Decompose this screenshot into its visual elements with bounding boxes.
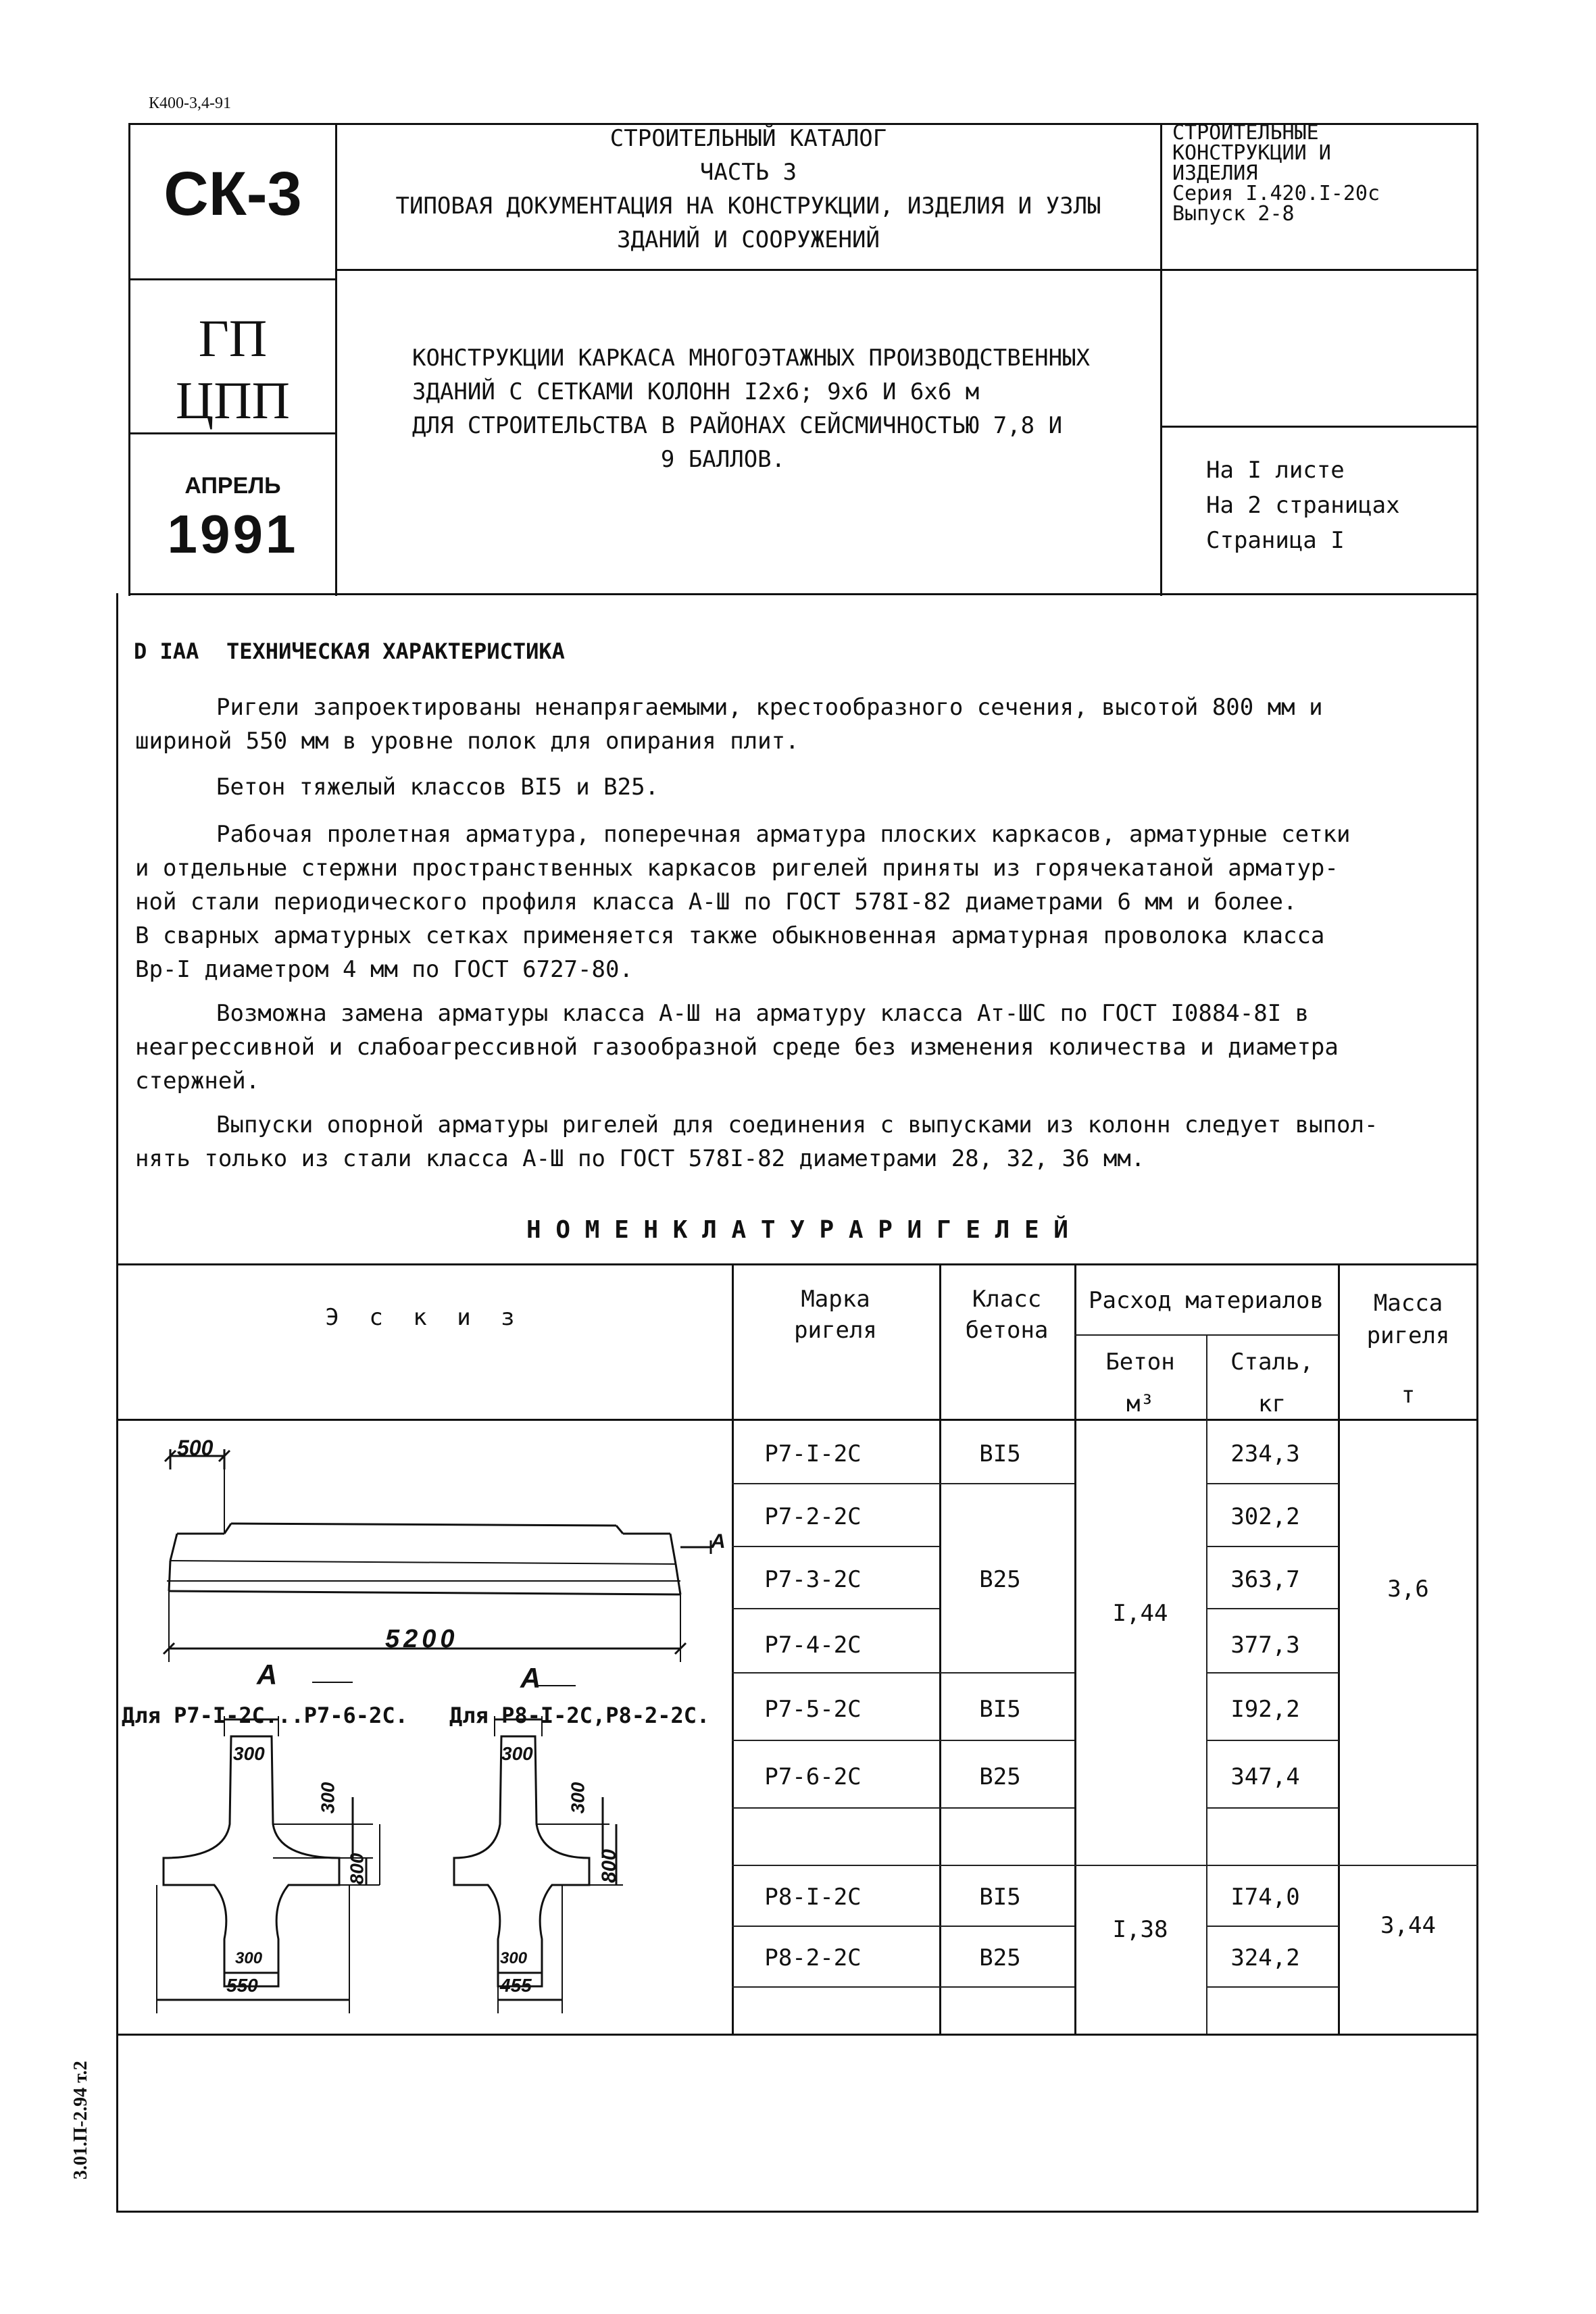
row-class: B25 [979, 1763, 1021, 1790]
series-line: ИЗДЕЛИЯ [1172, 161, 1258, 185]
group1-mass: 3,6 [1387, 1576, 1429, 1603]
dim-5200: 5200 [385, 1625, 459, 1653]
row-mark: Р7-6-2С [764, 1763, 862, 1790]
caption-left: Для Р7-I-2С...Р7-6-2С. [122, 1703, 408, 1728]
paragraph-line: ной стали периодического профиля класса А-Ш по ГОСТ 578I-82 диаметрами 6 мм и более. [135, 888, 1297, 915]
dim-800-left: 800 [346, 1853, 368, 1885]
paragraph-line: неагрессивной и слабоагрессивной газообразной среде без изменения количества и диаметра [135, 1034, 1339, 1061]
row-mark: Р7-5-2С [764, 1696, 862, 1723]
paragraph [135, 690, 1432, 758]
paragraph-line: шириной 550 мм в уровне полок для опирания плит. [135, 728, 799, 755]
row-class: B25 [979, 1944, 1021, 1971]
section-mark-right: А [711, 1530, 726, 1553]
caption-right: Для Р8-I-2С,Р8-2-2С. [449, 1703, 710, 1728]
row-steel: 234,3 [1230, 1440, 1300, 1467]
top-code: К400-3,4-91 [149, 95, 231, 112]
paragraph-line: стержней. [135, 1067, 260, 1095]
paragraph-line: и отдельные стержни пространственных каркасов ригелей приняты из горячекатаной арматур- [135, 855, 1339, 882]
row-mark: Р7-3-2С [764, 1566, 862, 1593]
header-steel [1206, 1341, 1338, 1425]
org-line: ЦПП [176, 371, 290, 430]
row-class: BI5 [979, 1884, 1021, 1911]
catalog-title-line: ТИПОВАЯ ДОКУМЕНТАЦИЯ НА КОНСТРУКЦИИ, ИЗДЕЛИЯ И УЗЛЫ [395, 193, 1101, 220]
section-mark-center: А [520, 1662, 541, 1694]
header-class-line: бетона [965, 1317, 1049, 1344]
table-title: Н О М Е Н К Л А Т У Р А Р И Г Е Л Е Й [526, 1216, 1068, 1244]
section-code: D IAA [134, 638, 199, 664]
paragraph [135, 1108, 1460, 1176]
dim-300-bottom-right: 300 [500, 1949, 528, 1967]
row-steel: 324,2 [1230, 1944, 1300, 1971]
group2-concrete: I,38 [1112, 1916, 1168, 1943]
paragraph [216, 770, 1432, 804]
row-steel: 302,2 [1230, 1503, 1300, 1530]
doc-title-line: ЗДАНИЙ С СЕТКАМИ КОЛОНН I2х6; 9х6 И 6х6 м [412, 378, 980, 405]
series-line: КОНСТРУКЦИИ И [1172, 141, 1331, 165]
row-mark: Р8-2-2С [764, 1944, 862, 1971]
catalog-code: СК-3 [164, 159, 302, 228]
row-steel: 347,4 [1230, 1763, 1300, 1790]
header-concrete-line: м³ [1126, 1390, 1154, 1417]
row-mark: Р7-2-2С [764, 1503, 862, 1530]
dim-300-bottom-left: 300 [235, 1949, 263, 1967]
sheets-line: На I листе [1206, 457, 1345, 484]
sheets-info [1206, 453, 1400, 558]
header-concrete [1074, 1341, 1206, 1425]
section-title: ТЕХНИЧЕСКАЯ ХАРАКТЕРИСТИКА [226, 638, 565, 664]
dim-300-side-right: 300 [567, 1782, 589, 1814]
header-mark-line: Марка [801, 1286, 870, 1313]
series-line: СТРОИТЕЛЬНЫЕ [1172, 121, 1319, 145]
row-class: BI5 [979, 1440, 1021, 1467]
dim-300-top-right: 300 [501, 1743, 533, 1764]
row-steel: I74,0 [1230, 1884, 1300, 1911]
paragraph-line: Возможна замена арматуры класса А-Ш на арматуру класса Ат-ШС по ГОСТ I0884-8I в [216, 1000, 1310, 1027]
catalog-title [338, 122, 1159, 257]
paragraph [135, 997, 1460, 1098]
side-code: 3.01.П-2.94 т.2 [70, 2061, 91, 2180]
header-mass-line: Масса [1373, 1290, 1443, 1317]
paragraph-line: Ригели запроектированы ненапрягаемыми, крестообразного сечения, высотой 800 мм и [216, 694, 1323, 721]
year: 1991 [167, 504, 299, 564]
catalog-title-line: ЧАСТЬ 3 [699, 159, 797, 186]
header-mark [732, 1284, 939, 1346]
paragraph-line: Выпуски опорной арматуры ригелей для соединения с выпусками из колонн следует выпол- [216, 1111, 1378, 1138]
row-steel: I92,2 [1230, 1696, 1300, 1723]
row-mark: Р7-4-2С [764, 1632, 862, 1659]
series-line: Серия I.420.I-20с [1172, 182, 1380, 205]
paragraph-line: Вр-I диаметром 4 мм по ГОСТ 6727-80. [135, 956, 633, 983]
paragraph-line: В сварных арматурных сетках применяется также обыкновенная арматурная проволока класса [135, 922, 1325, 949]
group1-concrete: I,44 [1112, 1600, 1168, 1627]
dim-500: 500 [177, 1436, 214, 1460]
dim-300-side-left: 300 [317, 1782, 339, 1814]
doc-title-line: КОНСТРУКЦИИ КАРКАСА МНОГОЭТАЖНЫХ ПРОИЗВОДСТВЕННЫХ [412, 345, 1091, 372]
section-mark-left: А [257, 1659, 278, 1690]
catalog-title-line: СТРОИТЕЛЬНЫЙ КАТАЛОГ [609, 125, 887, 152]
header-mark-line: ригеля [794, 1317, 877, 1344]
row-steel: 377,3 [1230, 1632, 1300, 1659]
dim-455: 455 [500, 1975, 532, 1996]
header-materials: Расход материалов [1089, 1287, 1324, 1314]
doc-title-line: ДЛЯ СТРОИТЕЛЬСТВА В РАЙОНАХ СЕЙСМИЧНОСТЬЮ 7,8 И [412, 412, 1063, 439]
document-title [412, 341, 1155, 476]
header-mass [1338, 1287, 1478, 1411]
series-line: Выпуск 2-8 [1172, 202, 1295, 226]
org-line: ГП [198, 309, 268, 368]
header-steel-line: Сталь, [1230, 1349, 1314, 1376]
paragraph-line: Бетон тяжелый классов BI5 и B25. [216, 774, 659, 801]
organization [130, 307, 335, 432]
paragraph-line: нять только из стали класса А-Ш по ГОСТ 578I-82 диаметрами 28, 32, 36 мм. [135, 1145, 1145, 1172]
row-class: BI5 [979, 1696, 1021, 1723]
dim-300-top-left: 300 [233, 1743, 265, 1764]
header-class [939, 1284, 1074, 1346]
header-concrete-line: Бетон [1105, 1349, 1175, 1376]
header-mass-line: т [1401, 1382, 1416, 1409]
paragraph-line: Рабочая пролетная арматура, поперечная арматура плоских каркасов, арматурные сетки [216, 821, 1351, 848]
header-steel-line: кг [1258, 1390, 1286, 1417]
sheets-line: Страница I [1206, 527, 1345, 554]
row-steel: 363,7 [1230, 1566, 1300, 1593]
header-mass-line: ригеля [1366, 1322, 1450, 1349]
month: АПРЕЛЬ [184, 473, 281, 499]
catalog-title-line: ЗДАНИЙ И СООРУЖЕНИЙ [617, 226, 880, 253]
paragraph [135, 818, 1460, 986]
row-class: B25 [979, 1566, 1021, 1593]
row-mark: Р8-I-2С [764, 1884, 862, 1911]
sheets-line: На 2 страницах [1206, 492, 1400, 519]
header-sketch: Э с к и з [325, 1304, 523, 1331]
dim-800-right: 800 [598, 1848, 621, 1884]
doc-title-line: 9 БАЛЛОВ. [660, 446, 786, 473]
header-class-line: Класс [972, 1286, 1042, 1313]
group2-mass: 3,44 [1380, 1912, 1436, 1939]
series-box [1172, 123, 1380, 224]
row-mark: Р7-I-2С [764, 1440, 862, 1467]
dim-550: 550 [226, 1975, 258, 1996]
